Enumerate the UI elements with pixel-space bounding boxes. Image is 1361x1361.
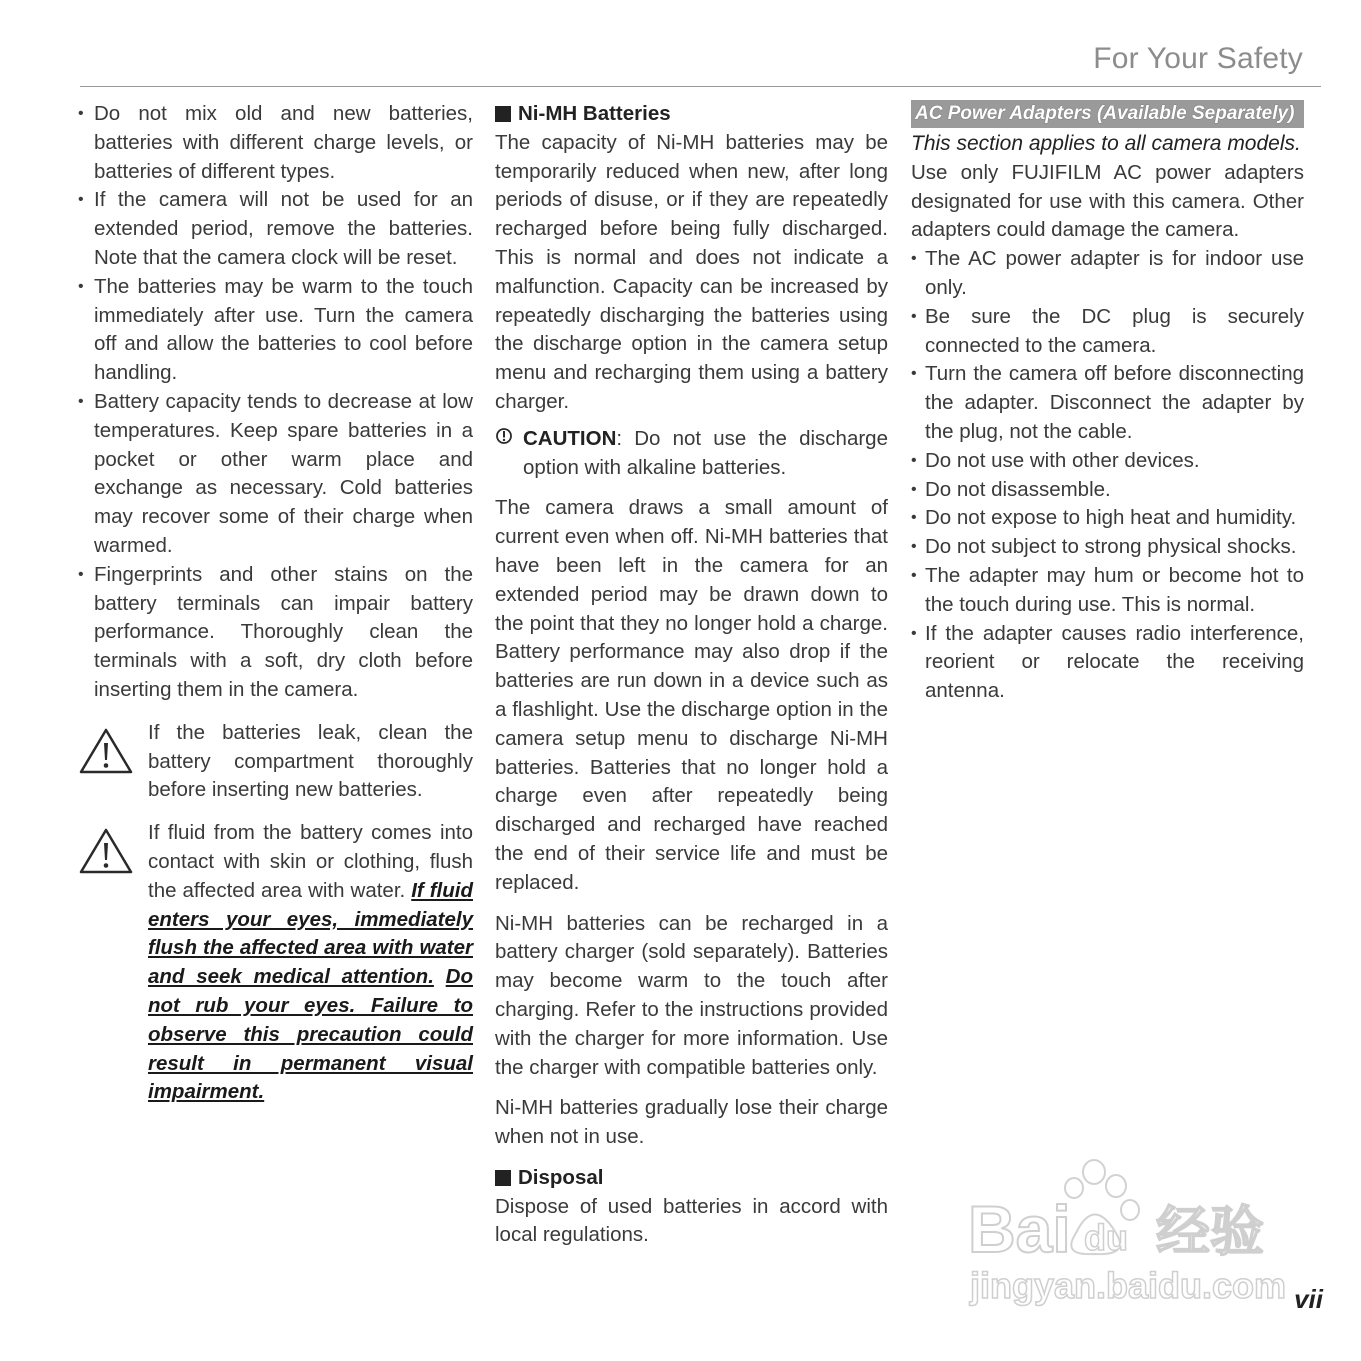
baidu-watermark-logo — [966, 1158, 1286, 1313]
column-nimh-batteries — [495, 100, 888, 1250]
applies-note: This section applies to all camera models. — [911, 132, 1301, 155]
warning-text — [148, 819, 473, 1107]
section-heading-disposal — [495, 1164, 888, 1193]
caution-circle-icon — [495, 425, 523, 483]
svg-text:Bai: Bai — [968, 1192, 1071, 1266]
list-item: • The AC power adapter is for indoor use only. — [911, 245, 1304, 303]
section-heading-nimh — [495, 100, 888, 129]
warning-fluid-text — [148, 819, 473, 1107]
list-item: • Be sure the DC plug is securely connected to the camera. — [911, 303, 1304, 361]
warning-leak-text — [148, 719, 473, 805]
header-divider — [80, 86, 1321, 87]
nimh-paragraph-3: Ni-MH batteries can be recharged in a battery charger (sold separately). Batteries may become warm to the touch after charging. Refer to the instructions provided with the charger for more information. Use the charger with compatible batteries only. — [495, 911, 888, 1079]
svg-text:du: du — [1084, 1217, 1128, 1258]
disposal-paragraph: Dispose of used batteries in accord with local regulations. — [495, 1194, 888, 1247]
warning-emphasis-text: If fluid enters your eyes, immediately flush the affected area with water and seek medical attention. — [148, 878, 473, 989]
caution-text — [523, 425, 888, 483]
column-battery-precautions — [78, 100, 473, 1107]
square-bullet-icon — [495, 106, 511, 122]
column-ac-adapters — [911, 100, 1304, 706]
list-item: • The adapter may hum or become hot to the touch during use. This is normal. — [911, 562, 1304, 620]
section-banner-ac-adapters: AC Power Adapters (Available Separately) — [911, 100, 1304, 128]
warning-fluid — [78, 819, 473, 1107]
section-heading-text: Ni-MH Batteries — [518, 102, 671, 125]
list-item: • Fingerprints and other stains on the battery terminals can impair battery performance. Thoroughly clean the terminals with a soft, dry cloth before inserting them in the camera. — [78, 561, 473, 705]
nimh-paragraph-2: The camera draws a small amount of current even when off. Ni-MH batteries that have been left in the camera for an extended period may be drawn down to the point that they no longer hold a charge. Battery performance may also drop if the batteries are run down in a device such as a flashlight. Use the discharge option in the camera setup menu to discharge Ni-MH batteries. Batteries that no longer hold a charge even after repeatedly being discharged and recharged have reached the end of their service life and must be replaced. — [495, 496, 888, 894]
list-item: • If the camera will not be used for an extended period, remove the batteries. Note that the camera clock will be reset. — [78, 186, 473, 272]
list-item: • Do not expose to high heat and humidity. — [911, 504, 1304, 533]
list-item: • Do not mix old and new batteries, batteries with different charge levels, or batteries of different types. — [78, 100, 473, 186]
battery-precautions-list — [78, 100, 473, 705]
list-item: • Do not disassemble. — [911, 476, 1304, 505]
ac-intro-paragraph: Use only FUJIFILM AC power adapters designated for use with this camera. Other adapters could damage the camera. — [911, 160, 1304, 242]
list-item: • If the adapter causes radio interference, reorient or relocate the receiving antenna. — [911, 620, 1304, 706]
list-item: • Do not use with other devices. — [911, 447, 1304, 476]
page-header-title: For Your Safety — [1093, 42, 1303, 75]
warning-plain-text: If fluid from the battery comes into contact with skin or clothing, flush the affected area with water. — [148, 821, 473, 902]
caution-label: CAUTION — [523, 426, 617, 450]
page-number: vii — [1294, 1284, 1323, 1314]
warning-triangle-icon — [78, 719, 148, 805]
svg-text:经验: 经验 — [1156, 1200, 1264, 1263]
svg-text:jingyan.baidu.com: jingyan.baidu.com — [970, 1265, 1286, 1306]
ac-adapter-list — [911, 245, 1304, 706]
list-item: • The batteries may be warm to the touch immediately after use. Turn the camera off and allow the batteries to cool before handling. — [78, 273, 473, 388]
square-bullet-icon — [495, 1170, 511, 1186]
nimh-paragraph-1: The capacity of Ni-MH batteries may be temporarily reduced when new, after long periods of disuse, or if they are repeatedly recharged before being fully discharged. This is normal and does not indicate a malfunction. Capacity can be increased by repeatedly discharging the batteries using the discharge option in the camera setup menu and recharging them using a battery charger. — [495, 130, 888, 413]
caution-body: : Do not use the discharge option with alkaline batteries. — [523, 426, 888, 479]
warning-emphasis-text-2: Do not rub your eyes. Failure to observe this precaution could result in permanent visual impairment. — [148, 965, 473, 1104]
list-item: • Battery capacity tends to decrease at low temperatures. Keep spare batteries in a pocket or other warm place and exchange as necessary. Cold batteries may recover some of their charge when warmed. — [78, 388, 473, 561]
warning-leak — [78, 719, 473, 805]
warning-triangle-icon — [78, 819, 148, 1107]
nimh-paragraph-4: Ni-MH batteries gradually lose their charge when not in use. — [495, 1096, 888, 1149]
list-item: • Turn the camera off before disconnecting the adapter. Disconnect the adapter by the plug, not the cable. — [911, 360, 1304, 446]
section-heading-text: Disposal — [518, 1165, 604, 1189]
warning-text: If the batteries leak, clean the battery compartment thoroughly before inserting new batteries. — [148, 720, 473, 802]
caution-note — [495, 425, 888, 483]
list-item: • Do not subject to strong physical shocks. — [911, 533, 1304, 562]
